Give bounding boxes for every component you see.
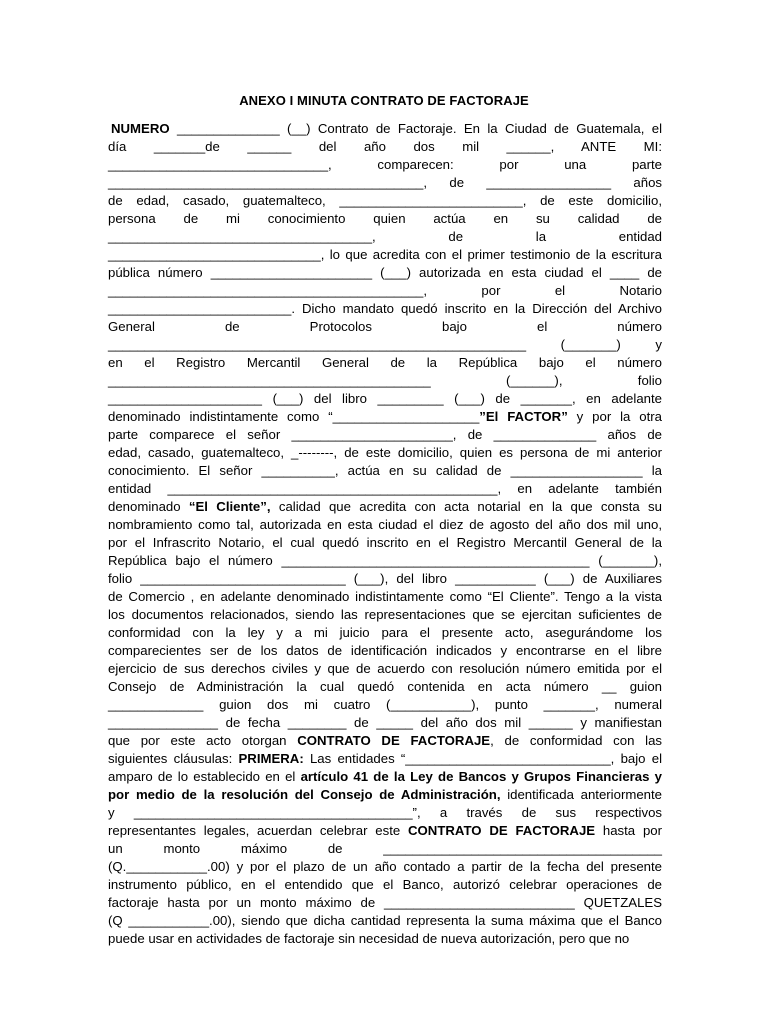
text-line	[108, 552, 662, 570]
text-segment: (Q.___________.00) y por el plazo de un año contado a partir de la fecha del presente	[108, 859, 662, 874]
bold-text: artículo 41 de la Ley de Bancos y Grupos Financieras y	[300, 769, 663, 784]
text-segment: pública número ______________________ (___) autorizada en esta ciudad el ____ de	[108, 265, 662, 280]
text-line	[108, 246, 662, 264]
text-segment: conformidad con la ley y a mi juicio para el presente acto, asegurándome los	[108, 625, 662, 640]
text-segment: ____________________________________, de la entidad	[108, 229, 662, 244]
text-segment: comparecientes ser de los datos de identificación indicados y encontrarse en el libre	[108, 643, 662, 658]
text-line	[108, 642, 662, 660]
text-line	[108, 426, 662, 444]
text-segment: , de conformidad con las	[490, 733, 662, 748]
text-line	[108, 804, 662, 822]
bold-text: por medio de la resolución del Consejo de Administración,	[108, 787, 501, 802]
text-segment: Las entidades “____________________________, bajo el	[303, 751, 663, 766]
text-segment: ______________ (__) Contrato de Factoraje. En la Ciudad de Guatemala, el	[169, 121, 662, 136]
text-segment: ____________________________________________ (______), folio	[108, 373, 662, 388]
text-segment: República bajo el número __________________________________________ (_______),	[108, 553, 662, 568]
text-line	[108, 210, 662, 228]
text-line	[108, 228, 662, 246]
text-segment: siguientes cláusulas:	[108, 751, 239, 766]
text-segment: y por la otra	[567, 409, 662, 424]
text-line	[108, 606, 662, 624]
text-line	[108, 480, 662, 498]
text-line	[108, 318, 662, 336]
text-line	[108, 696, 662, 714]
text-segment: de edad, casado, guatemalteco, _________________________, de este domicilio,	[108, 193, 662, 208]
text-line	[108, 372, 662, 390]
text-line	[108, 822, 662, 840]
text-segment: ejercicio de sus derechos civiles y que de acuerdo con resolución número emitida por el	[108, 661, 662, 676]
text-line	[108, 462, 662, 480]
text-line	[108, 930, 662, 948]
text-line	[108, 264, 662, 282]
text-segment: puede usar en actividades de factoraje sin necesidad de nueva autorización, pero que no	[108, 931, 630, 946]
bold-text: “El Cliente”,	[188, 499, 271, 514]
text-line	[108, 750, 662, 768]
text-segment: General de Protocolos bajo el número	[108, 319, 662, 334]
text-line	[108, 840, 662, 858]
text-segment: ___________________________________________, por el Notario	[108, 283, 662, 298]
text-segment: día _______de ______ del año dos mil ______, ANTE MI:	[108, 139, 662, 154]
text-line	[108, 732, 662, 750]
text-segment: _________________________. Dicho mandato quedó inscrito en la Dirección del Archivo	[108, 301, 662, 316]
text-segment: ______________________________, comparecen: por una parte	[108, 157, 662, 172]
bold-text: PRIMERA:	[238, 751, 304, 766]
bold-text: NUMERO	[111, 121, 170, 136]
text-line	[108, 408, 662, 426]
text-line	[108, 300, 662, 318]
text-line	[108, 174, 662, 192]
text-segment: de Comercio , en adelante denominado indistintamente como “El Cliente”. Tengo a la vista	[108, 589, 662, 604]
text-line	[108, 588, 662, 606]
text-line	[108, 444, 662, 462]
bold-text: CONTRATO DE FACTORAJE	[297, 733, 491, 748]
text-line	[108, 570, 662, 588]
text-segment: un monto máximo de ______________________________________	[108, 841, 662, 856]
text-segment: por el Infrascrito Notario, el cual quedó inscrito en el Registro Mercantil General de la	[108, 535, 662, 550]
text-line	[108, 192, 662, 210]
text-line	[108, 534, 662, 552]
text-segment: amparo de lo establecido en el	[108, 769, 301, 784]
text-line	[108, 390, 662, 408]
text-segment: Consejo de Administración la cual quedó contenida en acta número __ guion	[108, 679, 662, 694]
text-line	[108, 282, 662, 300]
document-title: ANEXO I MINUTA CONTRATO DE FACTORAJE	[239, 93, 529, 108]
text-line	[108, 624, 662, 642]
text-segment: edad, casado, guatemalteco, _--------, de este domicilio, quien es persona de mi anterior	[108, 445, 662, 460]
text-segment: _______________ de fecha ________ de _____ del año dos mil ______ y manifiestan	[108, 715, 662, 730]
text-line	[111, 120, 662, 138]
text-segment: los documentos relacionados, siendo las representaciones que se ejercitan suficientes de	[108, 607, 662, 622]
text-segment: calidad que acredita con acta notarial en la que consta su	[270, 499, 662, 514]
text-line	[108, 876, 662, 894]
text-line	[108, 714, 662, 732]
text-segment: ___________________________________________, de _________________ años	[108, 175, 662, 190]
text-segment: _____________________________, lo que acredita con el primer testimonio de la escritura	[108, 247, 662, 262]
text-segment: persona de mi conocimiento quien actúa en su calidad de	[108, 211, 662, 226]
text-line	[108, 516, 662, 534]
text-segment: (Q ___________.00), siendo que dicha cantidad representa la suma máxima que el Banco	[108, 913, 662, 928]
text-line	[108, 498, 662, 516]
text-line	[108, 768, 662, 786]
text-line	[108, 156, 662, 174]
text-line	[108, 894, 662, 912]
text-segment: _________________________________________________________ (_______) y	[108, 337, 662, 352]
text-line	[108, 138, 662, 156]
text-segment: factoraje hasta por un monto máximo de __________________________ QUETZALES	[108, 895, 662, 910]
text-segment: denominado	[108, 499, 189, 514]
text-segment: que por este acto otorgan	[108, 733, 298, 748]
text-segment: folio ____________________________ (___), del libro ___________ (___) de Auxiliares	[108, 571, 662, 586]
text-segment: y ______________________________________”, a través de sus respectivos	[108, 805, 662, 820]
text-line	[108, 858, 662, 876]
text-segment: representantes legales, acuerdan celebrar este	[108, 823, 409, 838]
text-line	[108, 678, 662, 696]
text-segment: hasta por	[595, 823, 663, 838]
text-line	[108, 912, 662, 930]
text-segment: denominado indistintamente como “____________________	[108, 409, 480, 424]
bold-text: ”El FACTOR”	[479, 409, 568, 424]
text-segment: en el Registro Mercantil General de la República bajo el número	[108, 355, 662, 370]
text-line	[108, 660, 662, 678]
text-segment: identificada anteriormente	[500, 787, 662, 802]
text-segment: conocimiento. El señor __________, actúa en su calidad de __________________ la	[108, 463, 662, 478]
text-line	[108, 336, 662, 354]
text-segment: entidad _____________________________________________, en adelante también	[108, 481, 662, 496]
text-segment: parte comparece el señor ______________________, de ______________ años de	[108, 427, 662, 442]
bold-text: CONTRATO DE FACTORAJE	[408, 823, 596, 838]
text-segment: nombramiento como tal, autorizada en esta ciudad el diez de agosto del año dos mil uno,	[108, 517, 662, 532]
text-line	[108, 354, 662, 372]
text-line	[108, 786, 662, 804]
text-segment: instrumento público, en el entendido que el Banco, autorizó celebrar operaciones de	[108, 877, 662, 892]
text-segment: _____________ guion dos mi cuatro (___________), punto _______, numeral	[108, 697, 662, 712]
text-segment: _____________________ (___) del libro _________ (___) de _______, en adelante	[108, 391, 662, 406]
